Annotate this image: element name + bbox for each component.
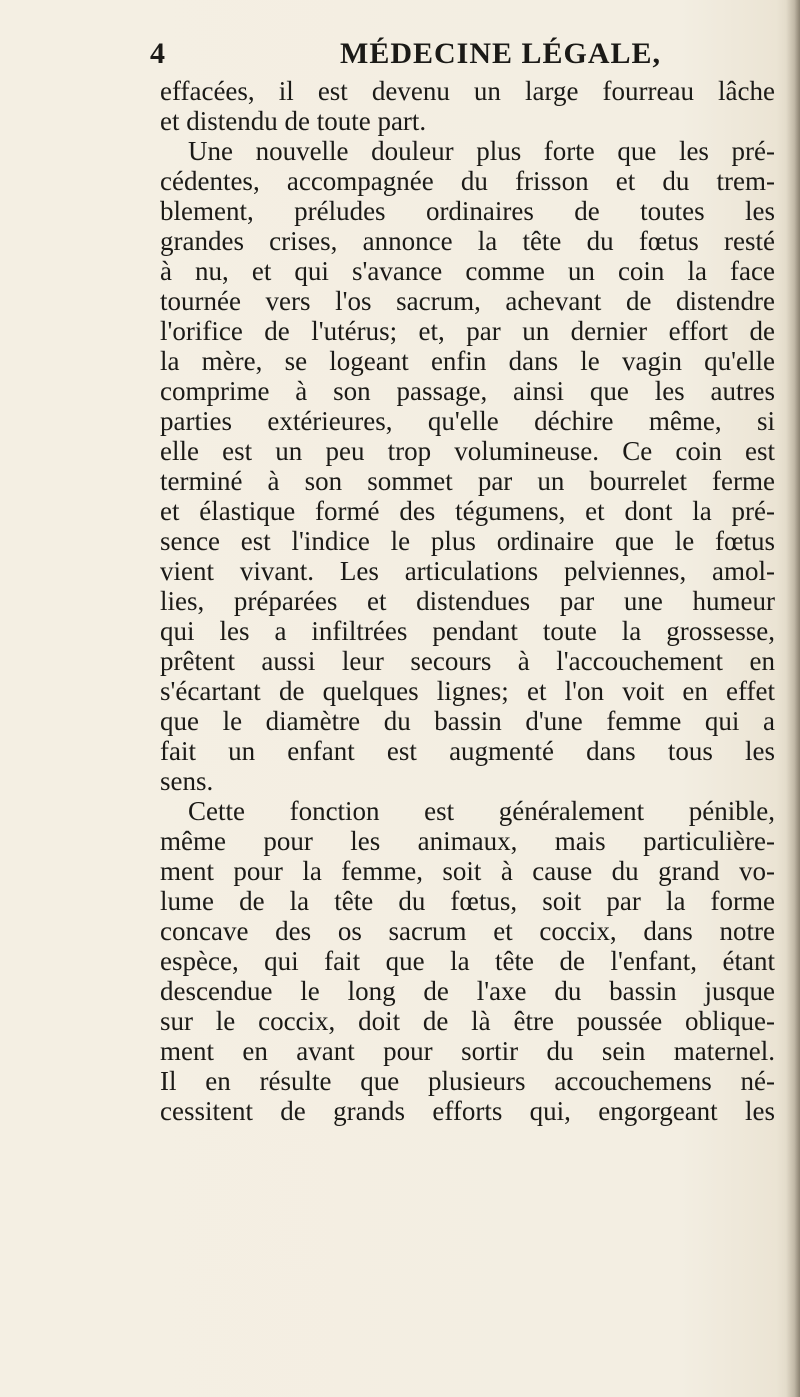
text-line: sens. xyxy=(160,766,214,796)
text-line: qui les a infiltrées pendant toute la grossesse, xyxy=(160,616,775,646)
text-line: à nu, et qui s'avance comme un coin la face xyxy=(160,256,775,286)
text-line: ment en avant pour sortir du sein maternel. xyxy=(160,1036,775,1066)
text-line: parties extérieures, qu'elle déchire même, si xyxy=(160,406,775,436)
text-line: descendue le long de l'axe du bassin jusque xyxy=(160,976,775,1006)
text-line: elle est un peu trop volumineuse. Ce coin est xyxy=(160,436,775,466)
text-line: blement, préludes ordinaires de toutes les xyxy=(160,196,775,226)
running-title: MÉDECINE LÉGALE, xyxy=(340,37,662,70)
text-line: cessitent de grands efforts qui, engorgeant les xyxy=(160,1096,775,1126)
text-line: Il en résulte que plusieurs accouchemens né- xyxy=(160,1066,775,1096)
text-line: et élastique formé des tégumens, et dont la pré- xyxy=(160,496,775,526)
text-line: effacées, il est devenu un large fourreau lâche xyxy=(160,76,775,106)
text-line: lume de la tête du fœtus, soit par la forme xyxy=(160,886,775,916)
text-line: même pour les animaux, mais particulière- xyxy=(160,826,775,856)
page-edge-shadow xyxy=(786,0,800,1397)
text-line: grandes crises, annonce la tête du fœtus resté xyxy=(160,226,775,256)
text-line: et distendu de toute part. xyxy=(160,106,427,136)
text-line: terminé à son sommet par un bourrelet ferme xyxy=(160,466,775,496)
text-line: lies, préparées et distendues par une humeur xyxy=(160,586,775,616)
running-header xyxy=(150,28,750,80)
text-line: l'orifice de l'utérus; et, par un dernier effort de xyxy=(160,316,775,346)
text-line: Cette fonction est généralement pénible, xyxy=(188,796,775,826)
text-line: sur le coccix, doit de là être poussée oblique- xyxy=(160,1006,775,1036)
text-line: que le diamètre du bassin d'une femme qui a xyxy=(160,706,775,736)
text-line: la mère, se logeant enfin dans le vagin qu'elle xyxy=(160,346,775,376)
text-line: tournée vers l'os sacrum, achevant de distendre xyxy=(160,286,775,316)
body-text xyxy=(160,76,775,1126)
text-line: ment pour la femme, soit à cause du grand vo- xyxy=(160,856,775,886)
text-line: espèce, qui fait que la tête de l'enfant, étant xyxy=(160,946,775,976)
text-line: prêtent aussi leur secours à l'accouchement en xyxy=(160,646,775,676)
text-line: Une nouvelle douleur plus forte que les pré- xyxy=(188,136,775,166)
text-line: concave des os sacrum et coccix, dans notre xyxy=(160,916,775,946)
page-number: 4 xyxy=(150,37,165,70)
text-line: cédentes, accompagnée du frisson et du trem- xyxy=(160,166,775,196)
text-line: sence est l'indice le plus ordinaire que le fœtus xyxy=(160,526,775,556)
text-line: vient vivant. Les articulations pelviennes, amol- xyxy=(160,556,775,586)
text-line: s'écartant de quelques lignes; et l'on voit en effet xyxy=(160,676,775,706)
text-line: fait un enfant est augmenté dans tous les xyxy=(160,736,775,766)
text-line: comprime à son passage, ainsi que les autres xyxy=(160,376,775,406)
